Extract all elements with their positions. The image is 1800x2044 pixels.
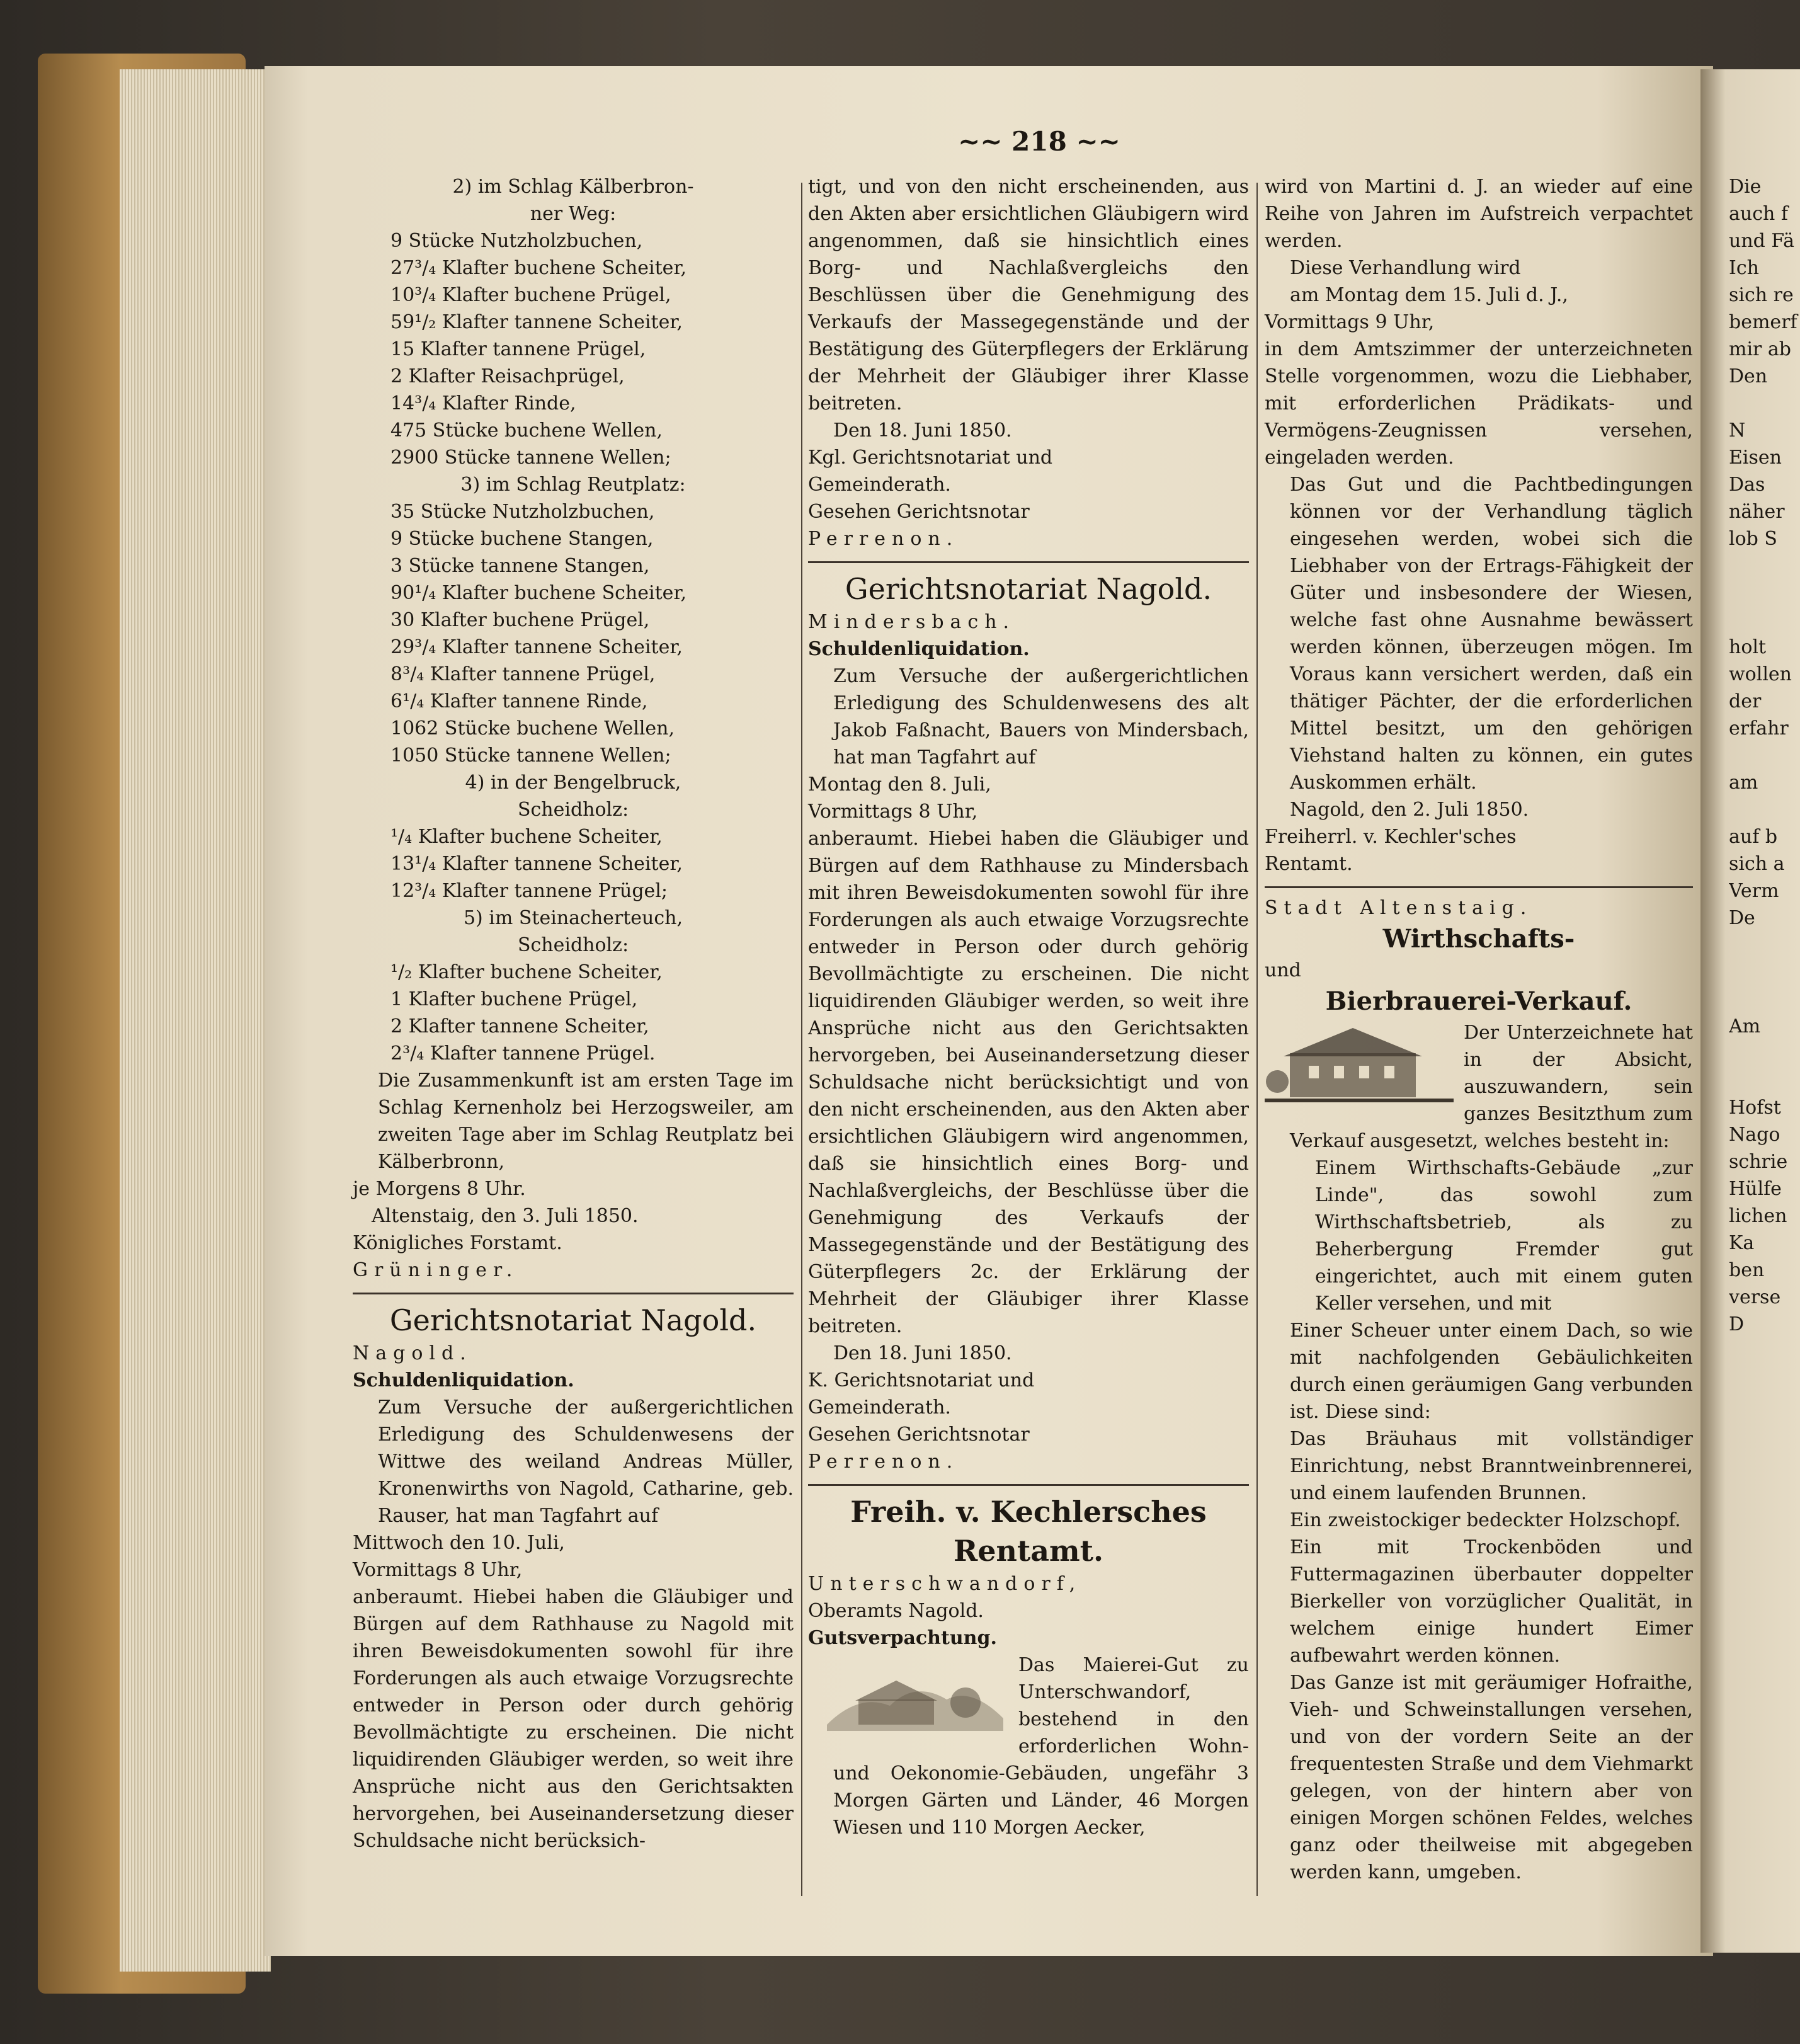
notice-day: Mittwoch den 10. Juli, <box>353 1532 565 1554</box>
column-3 <box>1265 173 1693 1886</box>
section-rule <box>1265 886 1693 888</box>
section-rule <box>808 1484 1249 1486</box>
notice-body: Zum Versuche der außergerichtlichen Erledigung des Schuldenwesens des alt Jakob Faßnacht, Bauers von Mindersbach, hat man Tagfahrt auf <box>833 665 1249 768</box>
notice-place: Stadt Altenstaig. <box>1265 897 1533 919</box>
cropped-line: lob S <box>1729 528 1777 550</box>
timber-list-item: 1 Klafter buchene Prügel, <box>390 988 638 1010</box>
timber-list-item: 15 Klafter tannene Prügel, <box>390 338 646 360</box>
cropped-line: am <box>1729 772 1758 794</box>
cropped-line: Ich <box>1729 257 1759 279</box>
cropped-line <box>1729 796 1800 823</box>
timber-list-item: 4) in der Bengelbruck, <box>465 772 681 794</box>
cropped-line: Hülfe <box>1729 1178 1782 1200</box>
timber-list-item: 1062 Stücke buchene Wellen, <box>390 717 675 739</box>
cropped-line: Hofst <box>1729 1097 1781 1119</box>
cropped-line: erfahr <box>1729 717 1789 739</box>
timber-list-item: 10³/₄ Klafter buchene Prügel, <box>390 284 671 306</box>
notice-und: und <box>1265 959 1301 981</box>
column-rule-1 <box>801 183 802 1896</box>
cropped-line <box>1729 1040 1800 1067</box>
cropped-line <box>1729 1067 1800 1094</box>
item-4: Ein zweistockiger bedeckter Holzschopf. <box>1290 1509 1681 1531</box>
meeting-paragraph: Die Zusammenkunft ist am ersten Tage im Schlag Kernenholz bei Herzogsweiler, am zweiten Tage aber im Schlag Reutplatz bei Kälberbronn, <box>378 1070 794 1173</box>
column-1 <box>353 173 794 1854</box>
cropped-line: Am <box>1729 1015 1761 1037</box>
rentamt-body: Das Maierei-Gut zu Unterschwandorf, bestehend in den erforderlichen Wohn- und Oekonomie-Gebäuden, ungefähr 3 Morgen Gärten und Länder, 46 Morgen Wiesen und 110 Morgen Aecker, <box>833 1654 1249 1839</box>
line-2: am Montag dem 15. Juli d. J., <box>1290 284 1568 306</box>
cropped-line: De <box>1729 907 1755 929</box>
cropped-line: mir ab <box>1729 338 1792 360</box>
timber-list-item: ner Weg: <box>530 203 617 225</box>
timber-list-item: 475 Stücke buchene Wellen, <box>390 420 663 442</box>
inn-vignette <box>1265 1022 1454 1110</box>
notice-title: Gerichtsnotariat Nagold. <box>389 1303 757 1337</box>
timber-list-item: 2 Klafter Reisachprügel, <box>390 365 625 387</box>
body-2: Das Gut und die Pachtbedingungen können vor der Verhandlung täglich eingesehen werden, wobei sich die Liebhaber von der Ertrags-Fähigkeit der Güter und insbesondere der Wiesen, welche fast ohne Ausnahme bewässert werden können, überzeugen mögen. Im Voraus kann versichert werden, daß ein thätiger Pächter, der die erforderlichen Mittel besitzt, um den gehörigen Viehstand halten zu können, ein gutes Auskommen erhält. <box>1290 474 1693 794</box>
continued-text: tigt, und von den nicht erscheinenden, aus den Akten aber ersichtlichen Gläubigern wird angenommen, daß sie hinsichtlich eines Borg- und Nachlaßvergleichs den Beschlüssen über die Genehmigung des Verkaufs der Massegegenstände und der Bestätigung des Güterpflegers der Erklärung der Mehrheit der Gläubiger ihrer Klasse beitreten. <box>808 176 1249 414</box>
cropped-line <box>1729 932 1800 959</box>
timber-list-item: 1050 Stücke tannene Wellen; <box>390 745 671 767</box>
notice-place: Nagold. <box>353 1342 472 1364</box>
cropped-line: D <box>1729 1313 1745 1335</box>
signature-1: Kgl. Gerichtsnotariat und <box>808 447 1053 469</box>
cropped-line: Verm <box>1729 880 1779 902</box>
timber-list-item: Scheidholz: <box>517 934 629 956</box>
signature-1: Freiherrl. v. Kechler'sches <box>1265 826 1517 848</box>
timber-list-item: 13¹/₄ Klafter tannene Scheiter, <box>390 853 683 875</box>
item-2: Einer Scheuer unter einem Dach, so wie mit nachfolgenden Gebäulichkeiten durch einen geräumigen Gang verbunden ist. Diese sind: <box>1290 1320 1693 1423</box>
signature-3: Gesehen Gerichtsnotar <box>808 501 1030 523</box>
cropped-line: ben <box>1729 1259 1765 1281</box>
timber-list-item: Scheidholz: <box>517 799 629 821</box>
cropped-line: schrie <box>1729 1151 1788 1173</box>
notice-body-2: anberaumt. Hiebei haben die Gläubiger und Bürgen auf dem Rathhause zu Mindersbach mit ihren Beweisdokumenten sowohl für ihre Forderungen als auch etwaige Vorzugsrechte entweder in Person oder durch gehörig Bevollmächtigte zu erscheinen. Die nicht liquidirenden Gläubiger werden, so weit ihre Ansprüche nicht aus den Gerichtsakten hervorgeben, bei Auseinandersetzung dieser Schuldsache nicht berücksichtigt und von den nicht erscheinenden, aus den Akten aber ersichtlichen Gläubigern wird angenommen, daß sie hinsichtlich eines Borg- und Nachlaßvergleichs, der Beschlüsse über die Genehmigung des Verkaufs der Massegegenstände und der Bestätigung des Güterpflegers 2c. der Erklärung der Mehrheit der Gläubiger ihrer Klasse beitreten. <box>808 828 1249 1337</box>
line-3: Vormittags 9 Uhr, <box>1265 311 1435 333</box>
cropped-line: sich a <box>1729 853 1785 875</box>
timber-list-item: 30 Klafter buchene Prügel, <box>390 609 650 631</box>
next-page-column <box>1729 173 1800 1338</box>
cropped-line <box>1729 959 1800 986</box>
timber-list-item: 12³/₄ Klafter tannene Prügel; <box>390 880 668 902</box>
signature-2: Rentamt. <box>1265 853 1353 875</box>
line-1: Diese Verhandlung wird <box>1290 257 1521 279</box>
notice-sig-4: Perrenon. <box>808 1451 959 1473</box>
timber-list-item: 2 Klafter tannene Scheiter, <box>390 1015 649 1037</box>
signature-office: Königliches Forstamt. <box>353 1232 562 1254</box>
cropped-line: Eisen <box>1729 447 1782 469</box>
timber-list-item: 35 Stücke Nutzholzbuchen, <box>390 501 655 523</box>
timber-list-item: 90¹/₄ Klafter buchene Scheiter, <box>390 582 686 604</box>
cropped-line <box>1729 742 1800 769</box>
cropped-line: der <box>1729 690 1762 712</box>
timber-list-item: 59¹/₂ Klafter tannene Scheiter, <box>390 311 683 333</box>
timber-list-item: 9 Stücke buchene Stangen, <box>390 528 654 550</box>
notice-time: Vormittags 8 Uhr, <box>808 801 978 823</box>
notice-body-2: Das Ganze ist mit geräumiger Hofraithe, Vieh- und Schweinstallungen versehen, und von der vordern Seite an der frequentesten Straße und dem Viehmarkt gelegen, von der hintern aber von einigen Morgen schönen Feldes, welches ganz oder theilweise mit abgegeben werden kann, umgeben. <box>1290 1672 1693 1883</box>
cropped-line <box>1729 580 1800 607</box>
notice-place: Mindersbach. <box>808 611 1016 633</box>
section-rule <box>808 561 1249 563</box>
notice-title: Gerichtsnotariat Nagold. <box>845 572 1212 606</box>
cropped-line: auch f <box>1729 203 1788 225</box>
dateline: Altenstaig, den 3. Juli 1850. <box>372 1205 639 1227</box>
cropped-line: sich re <box>1729 284 1794 306</box>
timber-list-item: 5) im Steinacherteuch, <box>463 907 683 929</box>
timber-list-item: 9 Stücke Nutzholzbuchen, <box>390 230 643 252</box>
cropped-line: Das <box>1729 474 1765 496</box>
timber-list-item: 14³/₄ Klafter Rinde, <box>390 392 576 414</box>
cropped-line: holt <box>1729 636 1767 658</box>
cropped-line <box>1729 607 1800 634</box>
notice-time: Vormittags 8 Uhr, <box>353 1559 523 1581</box>
column-2 <box>808 173 1249 1841</box>
page-edges <box>120 69 271 1972</box>
timber-list-item: ¹/₂ Klafter buchene Scheiter, <box>390 961 663 983</box>
cropped-line <box>1729 390 1800 417</box>
cropped-line: wollen <box>1729 663 1792 685</box>
section-rule <box>353 1293 794 1294</box>
timber-list-item: 3) im Schlag Reutplatz: <box>460 474 686 496</box>
cropped-line: Den <box>1729 365 1768 387</box>
cropped-line: auf b <box>1729 826 1778 848</box>
cropped-line: und Fä <box>1729 230 1795 252</box>
rentamt-subtitle: Gutsverpachtung. <box>808 1627 997 1649</box>
notice-day: Montag den 8. Juli, <box>808 774 991 796</box>
notice-sig-1: K. Gerichtsnotariat und <box>808 1369 1035 1391</box>
item-3: Das Bräuhaus mit vollständiger Einrichtung, nebst Branntweinbrennerei, und einem laufenden Brunnen. <box>1290 1428 1693 1504</box>
column-rule-2 <box>1256 183 1258 1896</box>
rentamt-place: Unterschwandorf, <box>808 1573 1082 1595</box>
timber-list <box>353 173 794 1067</box>
timber-list-item: ¹/₄ Klafter buchene Scheiter, <box>390 826 663 848</box>
notice-subtitle: Schuldenliquidation. <box>353 1369 574 1391</box>
dateline: Den 18. Juni 1850. <box>833 420 1012 442</box>
timber-list-item: 27³/₄ Klafter buchene Scheiter, <box>390 257 686 279</box>
cropped-line: bemerf <box>1729 311 1797 333</box>
timber-list-item: 2900 Stücke tannene Wellen; <box>390 447 671 469</box>
page-number: ~~ 218 ~~ <box>958 126 1120 157</box>
timber-list-item: 2) im Schlag Kälberbron- <box>452 176 694 198</box>
cropped-line: N <box>1729 420 1746 442</box>
continued-text: wird von Martini d. J. an wieder auf eine Reihe von Jahren im Aufstreich verpachtet werden. <box>1265 176 1693 252</box>
item-5: Ein mit Trockenböden und Futtermagazinen überbauter doppelter Bierkeller von vorzüglicher Qualität, in welchem einige hundert Eimer aufbewahrt werden können. <box>1290 1536 1693 1667</box>
notice-date: Den 18. Juni 1850. <box>833 1342 1012 1364</box>
cropped-line: Die <box>1729 176 1762 198</box>
cropped-line <box>1729 986 1800 1013</box>
notice-body-2: anberaumt. Hiebei haben die Gläubiger und Bürgen auf dem Rathhause zu Nagold mit ihren Beweisdokumenten sowohl für ihre Forderungen als auch etwaige Vorzugsrechte entweder in Person oder durch gehörig Bevollmächtigte zu erscheinen. Die nicht liquidirenden Gläubiger werden, so weit ihre Ansprüche nicht aus den Gerichtsakten hervorgehen, bei Auseinandersetzung dieser Schuldsache nicht berücksich- <box>353 1586 794 1852</box>
body: in dem Amtszimmer der unterzeichneten Stelle vorgenommen, wozu die Liebhaber, mit erforderlichen Prädikats- und Vermögens-Zeugnissen versehen, eingeladen werden. <box>1265 338 1693 469</box>
cropped-line: verse <box>1729 1286 1781 1308</box>
notice-body-1: Der Unterzeichnete hat in der Absicht, auszuwandern, sein ganzes Besitzthum zum Verkauf ausgesetzt, welches besteht in: <box>1290 1022 1693 1152</box>
timber-list-item: 6¹/₄ Klafter tannene Rinde, <box>390 690 648 712</box>
cropped-line: Nago <box>1729 1124 1780 1146</box>
cropped-line: näher <box>1729 501 1785 523</box>
timber-list-item: 3 Stücke tannene Stangen, <box>390 555 650 577</box>
signature-name: Grüninger. <box>353 1259 519 1281</box>
rentamt-place-2: Oberamts Nagold. <box>808 1600 984 1622</box>
item-1: Einem Wirthschafts-Gebäude „zur Linde", das sowohl zum Wirthschaftsbetrieb, als zu Beherbergung Fremder gut eingerichtet, auch mit einem guten Keller versehen, und mit <box>1315 1157 1693 1315</box>
notice-sig-3: Gesehen Gerichtsnotar <box>808 1424 1030 1446</box>
meeting-time: je Morgens 8 Uhr. <box>353 1178 526 1200</box>
notice-sig-2: Gemeinderath. <box>808 1396 951 1419</box>
notice-title-1: Wirthschafts- <box>1382 924 1575 954</box>
timber-list-item: 2³/₄ Klafter tannene Prügel. <box>390 1042 656 1065</box>
dateline: Nagold, den 2. Juli 1850. <box>1290 799 1529 821</box>
notice-subtitle: Schuldenliquidation. <box>808 638 1030 660</box>
farm-vignette <box>821 1655 1010 1737</box>
timber-list-item: 8³/₄ Klafter tannene Prügel, <box>390 663 656 685</box>
cropped-line: Ka <box>1729 1232 1755 1254</box>
notice-body: Zum Versuche der außergerichtlichen Erledigung des Schuldenwesens der Wittwe des weiland Andreas Müller, Kronenwirths von Nagold, Catharine, geb. Rauser, hat man Tagfahrt auf <box>378 1396 794 1527</box>
cropped-line: lichen <box>1729 1205 1787 1227</box>
rentamt-title: Freih. v. Kechlersches Rentamt. <box>850 1495 1207 1568</box>
timber-list-item: 29³/₄ Klafter tannene Scheiter, <box>390 636 683 658</box>
notice-title-2: Bierbrauerei-Verkauf. <box>1325 986 1632 1016</box>
cropped-line <box>1729 552 1800 580</box>
signature-4: Perrenon. <box>808 528 959 550</box>
signature-2: Gemeinderath. <box>808 474 951 496</box>
